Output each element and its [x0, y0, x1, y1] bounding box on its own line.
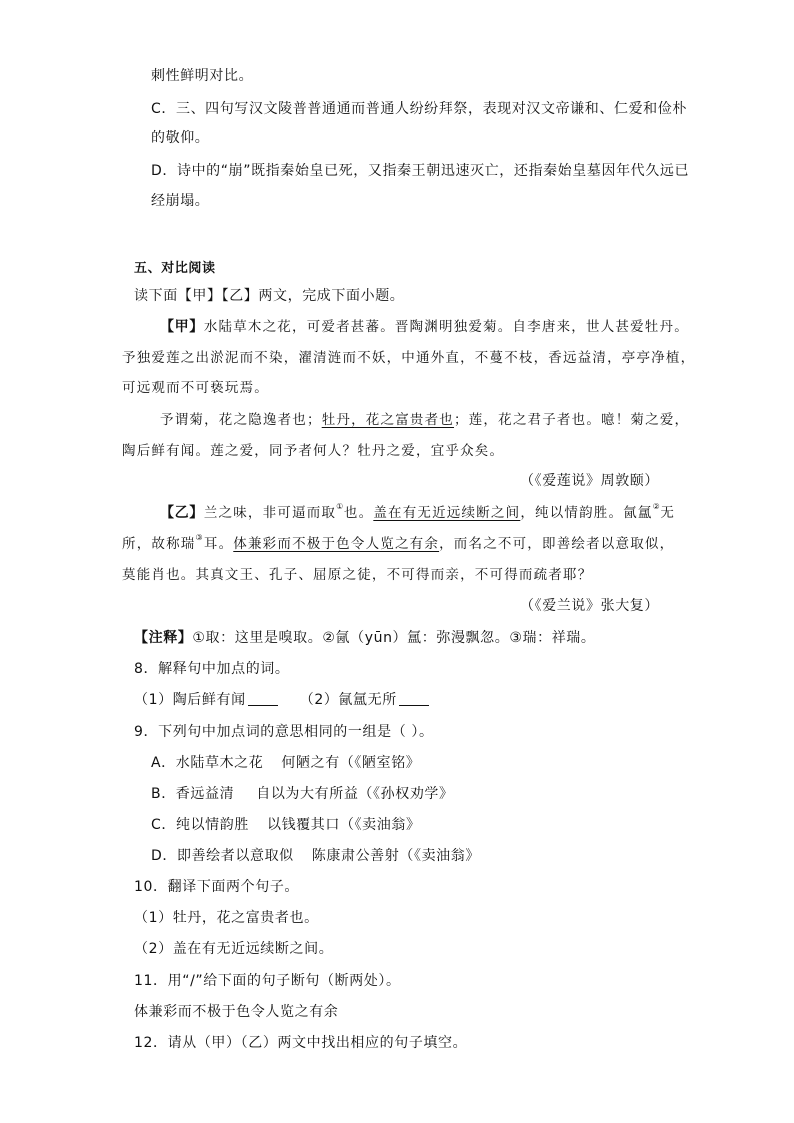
option-d-line2: 经崩塌。	[151, 193, 210, 209]
q9-a-right: 何陋之有（《陋室铭》	[281, 755, 421, 771]
q8-blank1[interactable]	[248, 691, 278, 706]
footnote-mark-2: ②	[652, 502, 661, 511]
option-c-line1: C．三、四句写汉文陵普普通通而普通人纷纷拜祭，表现对汉文帝谦和、仁爱和俭朴	[151, 101, 687, 117]
notes-label: 【注释】	[134, 630, 193, 646]
q10-item2: （2）盖在有无近远续断之间。	[134, 941, 334, 957]
q8-items	[134, 690, 429, 710]
q9-d-left: D．即善绘者以意取似	[151, 848, 294, 864]
q9-option-a	[151, 753, 420, 773]
q9-d-right: 陈康肃公善射（《卖油翁》	[311, 848, 480, 864]
q8-blank2[interactable]	[399, 691, 429, 706]
passage-yi-line2	[122, 534, 674, 554]
q9-stem: 9．下列句中加点词的意思相同的一组是（ ）。	[134, 724, 434, 740]
q10-item1: （1）牡丹，花之富贵者也。	[134, 910, 319, 926]
passage-jia-line4	[160, 410, 689, 430]
q9-option-d	[151, 846, 480, 866]
passage-jia-underlined: 牡丹，花之富贵者也	[321, 412, 455, 428]
q9-c-left: C．纯以情韵胜	[151, 817, 249, 833]
q9-a-left: A．水陆草木之花	[151, 755, 264, 771]
option-c-line2: 的敬仰。	[151, 130, 210, 146]
q8-item2: （2）氤氲无所	[299, 692, 397, 708]
q11-sentence: 体兼彩而不极于色令人览之有余	[134, 1004, 339, 1020]
passage-yi-underlined-2: 体兼彩而不极于色令人览之有余	[233, 536, 440, 552]
passage-jia-p2-b: ；莲，花之君子者也。噫！菊之爱，	[454, 412, 690, 428]
q8-stem: 8．解释句中加点的词。	[134, 661, 290, 677]
passage-yi-line3: 莫能肖也。其真文王、孔子、屈原之徒，不可得而亲，不可得而疏者耶？	[122, 567, 593, 583]
passage-jia-line2: 予独爱莲之出淤泥而不染，濯清涟而不妖，中通外直，不蔓不枝，香远益清，亭亭净植，	[122, 350, 696, 366]
passage-jia-line5: 陶后鲜有闻。莲之爱，同予者何人？牡丹之爱，宜乎众矣。	[122, 443, 505, 459]
q9-option-b	[151, 784, 454, 804]
passage-yi-l1-d: 无	[660, 505, 676, 521]
passage-jia-line1	[160, 317, 689, 337]
passage-yi-l1-b: 也。	[343, 505, 374, 521]
passage-yi-l2-b: 耳。	[203, 536, 234, 552]
q10-stem: 10．翻译下面两个句子。	[134, 879, 300, 895]
passage-jia-label: 【甲】	[160, 319, 204, 335]
passage-jia-text1: 水陆草木之花，可爱者甚蕃。晋陶渊明独爱菊。自李唐来，世人甚爱牡丹。	[203, 319, 689, 335]
passage-yi-source: （《爱兰说》张大复）	[520, 598, 659, 614]
option-d-line1: D．诗中的“崩”既指秦始皇已死，又指秦王朝迅速灭亡，还指秦始皇墓因年代久远已	[151, 163, 690, 179]
q11-stem: 11．用“/”给下面的句子断句（断两处）。	[134, 973, 401, 989]
q12-stem: 12．请从（甲）（乙）两文中找出相应的句子填空。	[134, 1035, 468, 1051]
passage-yi-l2-a: 所，故称瑞	[122, 536, 196, 552]
footnote-mark-3: ③	[195, 533, 204, 542]
q9-b-right: 自以为大有所益（《孙权劝学》	[256, 786, 454, 802]
passage-jia-source: （《爱莲说》周敦颐）	[520, 473, 659, 489]
passage-yi-l1-c: ，纯以情韵胜。氤氲	[520, 505, 653, 521]
q9-b-left: B．香远益清	[151, 786, 235, 802]
passage-yi-line1	[160, 503, 675, 523]
passage-yi-l2-c: ，而名之不可，即善绘者以意取似，	[439, 536, 675, 552]
q9-c-right: 以钱覆其口（《卖油翁》	[266, 817, 421, 833]
passage-jia-p2-a: 予谓菊，花之隐逸者也；	[160, 412, 322, 428]
notes-text: ①取：这里是嗅取。②氤（yūn）氲：弥漫飘忽。③瑞：祥瑞。	[192, 630, 596, 646]
passage-yi-underlined-1: 盖在有无近远续断之间	[373, 505, 521, 521]
q8-item1: （1）陶后鲜有闻	[134, 692, 246, 708]
passage-yi-label: 【乙】	[160, 505, 204, 521]
q9-option-c	[151, 815, 421, 835]
passage-yi-l1-a: 兰之味，非可逼而取	[203, 505, 337, 521]
footnote-mark-1: ①	[336, 502, 344, 511]
option-b-tail: 刺性鲜明对比。	[151, 68, 254, 84]
section-title: 五、对比阅读	[134, 261, 216, 276]
notes	[134, 628, 596, 648]
section-instruction: 读下面【甲】【乙】两文，完成下面小题。	[134, 288, 405, 304]
passage-jia-line3: 可远观而不可亵玩焉。	[122, 380, 269, 396]
